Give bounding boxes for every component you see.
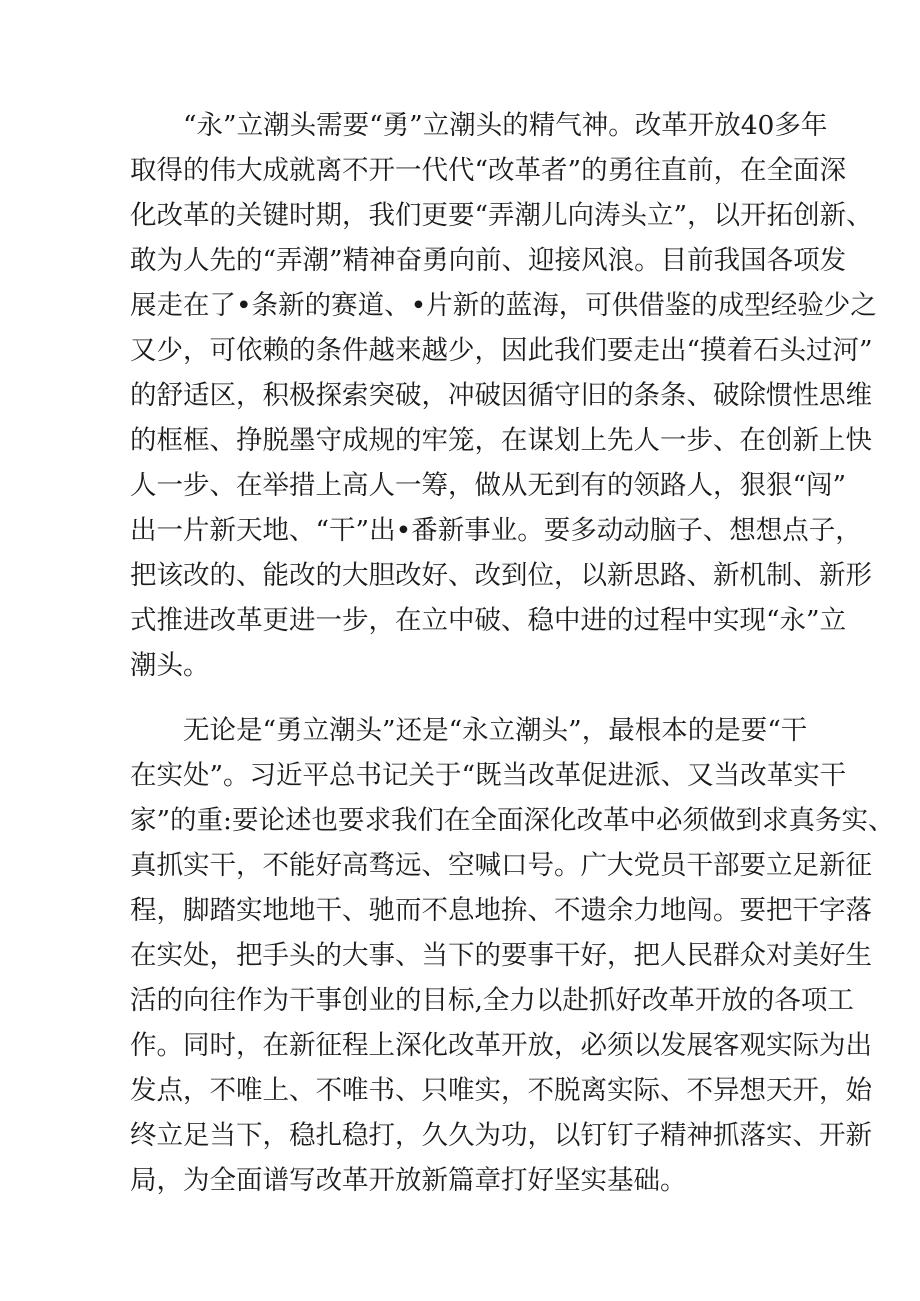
paragraph-line: 发点，不唯上、不唯书、只唯实，不脱离实际、不异想天开，始 [130, 1075, 872, 1106]
paragraph-line: 取得的伟大成就离不开一代代“改革者”的勇往直前，在全面深 [130, 155, 847, 186]
paragraph-line: 又少，可依赖的条件越来越少，因此我们要走出“摸着石头过河” [130, 335, 873, 366]
paragraph-line: 敢为人先的“弄潮”精神奋勇向前、迎接风浪。目前我国各项发 [130, 245, 847, 276]
paragraph-line: 无论是“勇立潮头”还是“永立潮头”，最根本的是要“干 [183, 715, 808, 746]
paragraph-line: 作。同时，在新征程上深化改革开放，必须以发展客观实际为出 [130, 1030, 872, 1061]
paragraph-line: 局，为全面谱写改革开放新篇章打好坚实基础。 [130, 1165, 687, 1196]
paragraph-line: 化改革的关键时期，我们更要“弄潮儿向涛头立”，以开拓创新、 [130, 200, 873, 231]
paragraph-line: 潮头。 [130, 650, 210, 681]
paragraph-line: 活的向往作为干事创业的目标,全力以赴抓好改革开放的各项工 [130, 985, 854, 1016]
paragraph-line: 式推进改革更进一步，在立中破、稳中进的过程中实现“永”立 [130, 605, 847, 636]
paragraph-line: 程，脚踏实地地干、驰而不息地拚、不遗余力地闯。要把干字落 [130, 895, 872, 926]
paragraph-line: 真抓实干，不能好高骛远、空喊口号。广大党员干部要立足新征 [130, 850, 872, 881]
paragraph-line: 在实处，把手头的大事、当下的要事干好，把人民群众对美好生 [130, 940, 872, 971]
paragraph-line: 在实处”。习近平总书记关于“既当改革促进派、又当改革实干 [130, 760, 847, 791]
paragraph-line: 家”的重:要论述也要求我们在全面深化改革中必须做到求真务实、 [130, 805, 895, 836]
paragraph-line: 把该改的、能改的大胆改好、改到位，以新思路、新机制、新形 [130, 560, 872, 591]
paragraph-line: 终立足当下，稳扎稳打，久久为功，以钉钉子精神抓落实、开新 [130, 1120, 872, 1151]
paragraph-line: 人一步、在举措上高人一筹，做从无到有的领路人，狠狠“闯” [130, 470, 847, 501]
paragraph-line: 展走在了•条新的赛道、•片新的蓝海，可供借鉴的成型经验少之 [130, 290, 877, 321]
paragraph-line: “永”立潮头需要“勇”立潮头的精气神。改革开放40多年 [183, 110, 828, 141]
paragraph-line: 的舒适区，积极探索突破，冲破因循守旧的条条、破除惯性思维 [130, 380, 872, 411]
paragraph-line: 出一片新天地、“干”出•番新事业。要多动动脑子、想想点子， [130, 515, 862, 546]
paragraph-line: 的框框、挣脱墨守成规的牢笼，在谋划上先人一步、在创新上快 [130, 425, 872, 456]
